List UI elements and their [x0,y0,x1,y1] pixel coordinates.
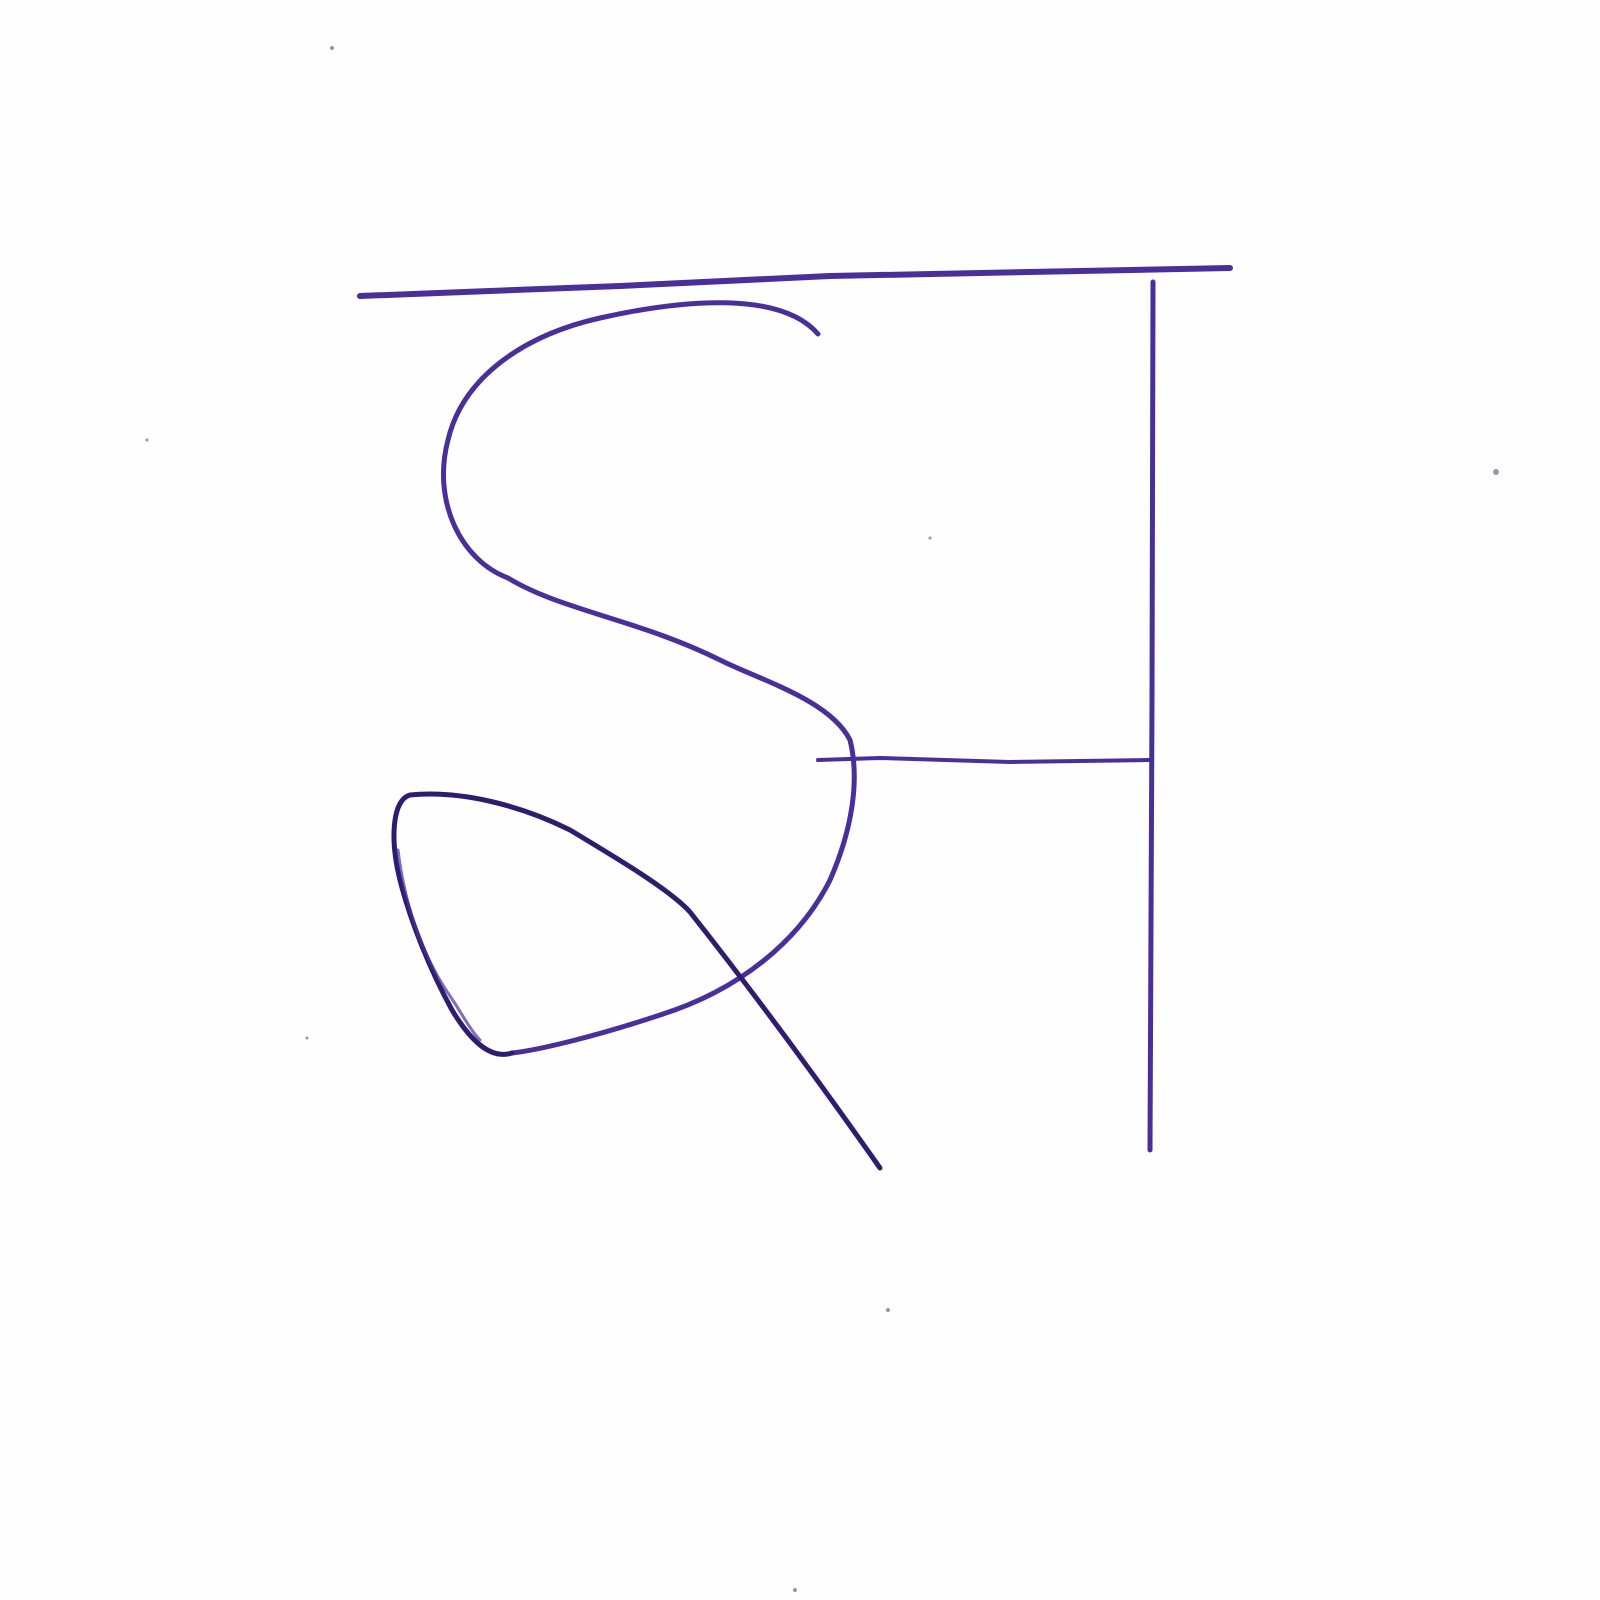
headline-stroke [360,268,1230,296]
connector-stroke [818,758,1150,762]
paper-speck [1493,469,1499,475]
paper-speck [793,1588,797,1592]
lower-loop-stroke [394,794,880,1168]
upper-curve-stroke [443,303,854,1053]
paper-speck [330,46,334,50]
vertical-stem-stroke [1150,282,1153,1150]
paper-speck [929,537,932,540]
paper-speck [306,1037,309,1040]
loop-retrace-stroke [398,850,480,1040]
paper-speck [146,439,149,442]
paper-speck [886,1308,890,1312]
